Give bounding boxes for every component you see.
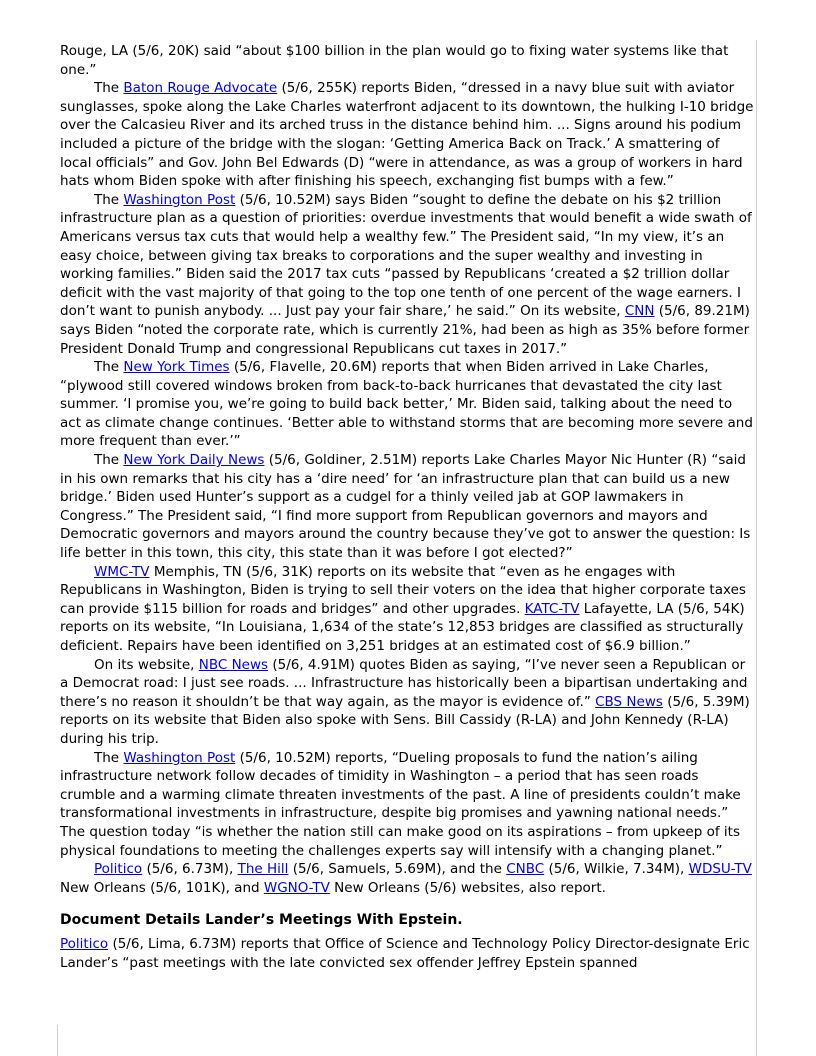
paragraph-text: The — [94, 749, 124, 766]
paragraph-text: (5/6, 6.73M), — [142, 861, 238, 878]
paragraph-text: (5/6, 10.52M) reports, “Dueling proposals to fund the nation’s ailing infrastructure network follow decades of timidity in Washington – a period that has seen roads crumble and a warming climate threaten investments of the past. A line of presidents couldn’t make transformational investments in infrastructure, despite big promises and yawning national needs.” The question today “is whether the nation still can make good on its aspirations – from upkeep of its physical foundations to meeting the challenges experts say will intensify with a changing planet.” — [60, 749, 741, 859]
paragraph — [60, 860, 754, 897]
link-nbc-news[interactable]: NBC News — [198, 656, 269, 673]
paragraph — [60, 358, 754, 451]
link-cnn[interactable]: CNN — [624, 303, 655, 320]
section-lander — [60, 935, 754, 972]
page-border-left — [57, 1025, 58, 1056]
paragraph-text: (5/6, Goldiner, 2.51M) reports Lake Charles Mayor Nic Hunter (R) “said in his own remarks that his city has a ‘dire need’ for ‘an infrastructure plan that can build us a new bridge.’ Biden used Hunter’s support as a cudgel for a thinly veiled jab at GOP lawmakers in Congress.” The President said, “I find more support from Republican governors and mayors and Democratic governors and mayors around the country because they’ve got to answer the question: Is life better in this town, this city, this state than it was before I got elected?” — [60, 452, 751, 562]
link-politico-2[interactable]: Politico — [60, 936, 109, 953]
link-washington-post-2[interactable]: Washington Post — [123, 749, 236, 766]
paragraph-text: (5/6, 255K) reports Biden, “dressed in a navy blue suit with aviator sunglasses, spoke along the Lake Charles waterfront adjacent to its downtown, the hulking I-10 bridge over the Calcasieu River and its arched truss in the distance behind him. ... Signs around his podium included a picture of the bridge with the slogan: ‘Getting America Back on Track.’ A smattering of local officials” and Gov. John Bel Edwards (D) “were in attendance, as was a group of workers in hard hats whom Biden spoke with after finishing his speech, exchanging fist bumps with a few.” — [60, 80, 754, 190]
link-new-york-daily-news[interactable]: New York Daily News — [123, 452, 265, 469]
paragraph — [60, 451, 754, 563]
paragraph — [60, 563, 754, 656]
paragraph-text: On its website, — [94, 656, 199, 673]
paragraph-text: Rouge, LA (5/6, 20K) said “about $100 billion in the plan would go to fixing water systems like that one.” — [60, 43, 729, 78]
paragraph — [60, 656, 754, 749]
paragraph-text: New Orleans (5/6) websites, also report. — [329, 879, 606, 896]
link-washington-post[interactable]: Washington Post — [123, 191, 236, 208]
article-body — [60, 42, 754, 973]
link-cnbc[interactable]: CNBC — [506, 861, 545, 878]
section-heading: Document Details Lander’s Meetings With Epstein. — [60, 912, 463, 929]
link-the-hill[interactable]: The Hill — [237, 861, 289, 878]
link-wgno-tv[interactable]: WGNO-TV — [263, 879, 330, 896]
paragraph — [60, 749, 754, 861]
paragraph-text: (5/6, 4.91M) quotes Biden as saying, “I’ve never seen a Republican or a Democrat road: I just see roads. ... Infrastructure has historically been a bipartisan undertaking and there’s no reason it shouldn’t be that way again, as the mayor is evidence of.” — [60, 656, 748, 710]
link-new-york-times[interactable]: New York Times — [123, 359, 230, 376]
paragraph-text: (5/6, Wilkie, 7.34M), — [544, 861, 689, 878]
paragraph-text: (5/6, 10.52M) says Biden “sought to define the debate on his $2 trillion infrastructure plan as a question of priorities: overdue investments that would benefit a wide swath of Americans versus tax cuts that would help a wealthy few.” The President said, “In my view, it’s an easy choice, between giving tax breaks to corporations and the super wealthy and investing in working families.” Biden said the 2017 tax cuts “passed by Republicans ‘created a $2 trillion dollar deficit with the vast majority of that going to the top one tenth of one percent of the wage earners. I don’t want to punish anybody. ... Just pay your fair share,’ he said.” On its website, — [60, 191, 752, 320]
paragraph-text: (5/6, 89.21M) says Biden “noted the corporate rate, which is currently 21%, had been as high as 35% before former President Donald Trump and congressional Republicans cut taxes in 2017.” — [60, 303, 750, 357]
section-infrastructure — [60, 42, 754, 897]
paragraph — [60, 79, 754, 191]
paragraph-text: The — [94, 452, 124, 469]
paragraph — [60, 191, 754, 358]
link-katc-tv[interactable]: KATC-TV — [524, 600, 580, 617]
paragraph-text: (5/6, Flavelle, 20.6M) reports that when Biden arrived in Lake Charles, “plywood still covered windows broken from back-to-back hurricanes that devastated the city last summer. ‘I promise you, we’re going to build back better,’ Mr. Biden said, talking about the need to act as climate change continues. ‘Better able to withstand storms that are becoming more severe and more frequent than ever.’” — [60, 359, 753, 450]
paragraph-text: (5/6, Samuels, 5.69M), and the — [288, 861, 507, 878]
page-border-right — [756, 40, 757, 1056]
link-wmc-tv[interactable]: WMC-TV — [94, 563, 150, 580]
paragraph-text: The — [94, 191, 124, 208]
link-cbs-news[interactable]: CBS News — [595, 693, 663, 710]
link-politico[interactable]: Politico — [94, 861, 143, 878]
link-baton-rouge-advocate[interactable]: Baton Rouge Advocate — [123, 80, 278, 97]
paragraph-text: The — [94, 80, 124, 97]
link-wdsu-tv[interactable]: WDSU-TV — [688, 861, 752, 878]
paragraph-text: New Orleans (5/6, 101K), and — [60, 879, 264, 896]
paragraph-text: Memphis, TN (5/6, 31K) reports on its website that “even as he engages with Republicans in Washington, Biden is trying to sell their voters on the idea that higher corporate taxes can provide $115 billion for roads and bridges” and other upgrades. — [60, 563, 746, 617]
paragraph-text: (5/6, Lima, 6.73M) reports that Office of Science and Technology Policy Director-designate Eric Lander’s “past meetings with the late convicted sex offender Jeffrey Epstein spanned — [60, 936, 750, 971]
paragraph-text: (5/6, 5.39M) reports on its website that Biden also spoke with Sens. Bill Cassidy (R-LA) and John Kennedy (R-LA) during his trip. — [60, 693, 750, 747]
paragraph-text: The — [94, 359, 124, 376]
paragraph — [60, 935, 754, 972]
paragraph — [60, 42, 754, 79]
paragraph-text: Lafayette, LA (5/6, 54K) reports on its website, “In Louisiana, 1,634 of the state’s 12,853 bridges are classified as structurally deficient. Repairs have been identified on 3,251 bridges at an estimated cost of $6.9 billion.” — [60, 600, 745, 654]
